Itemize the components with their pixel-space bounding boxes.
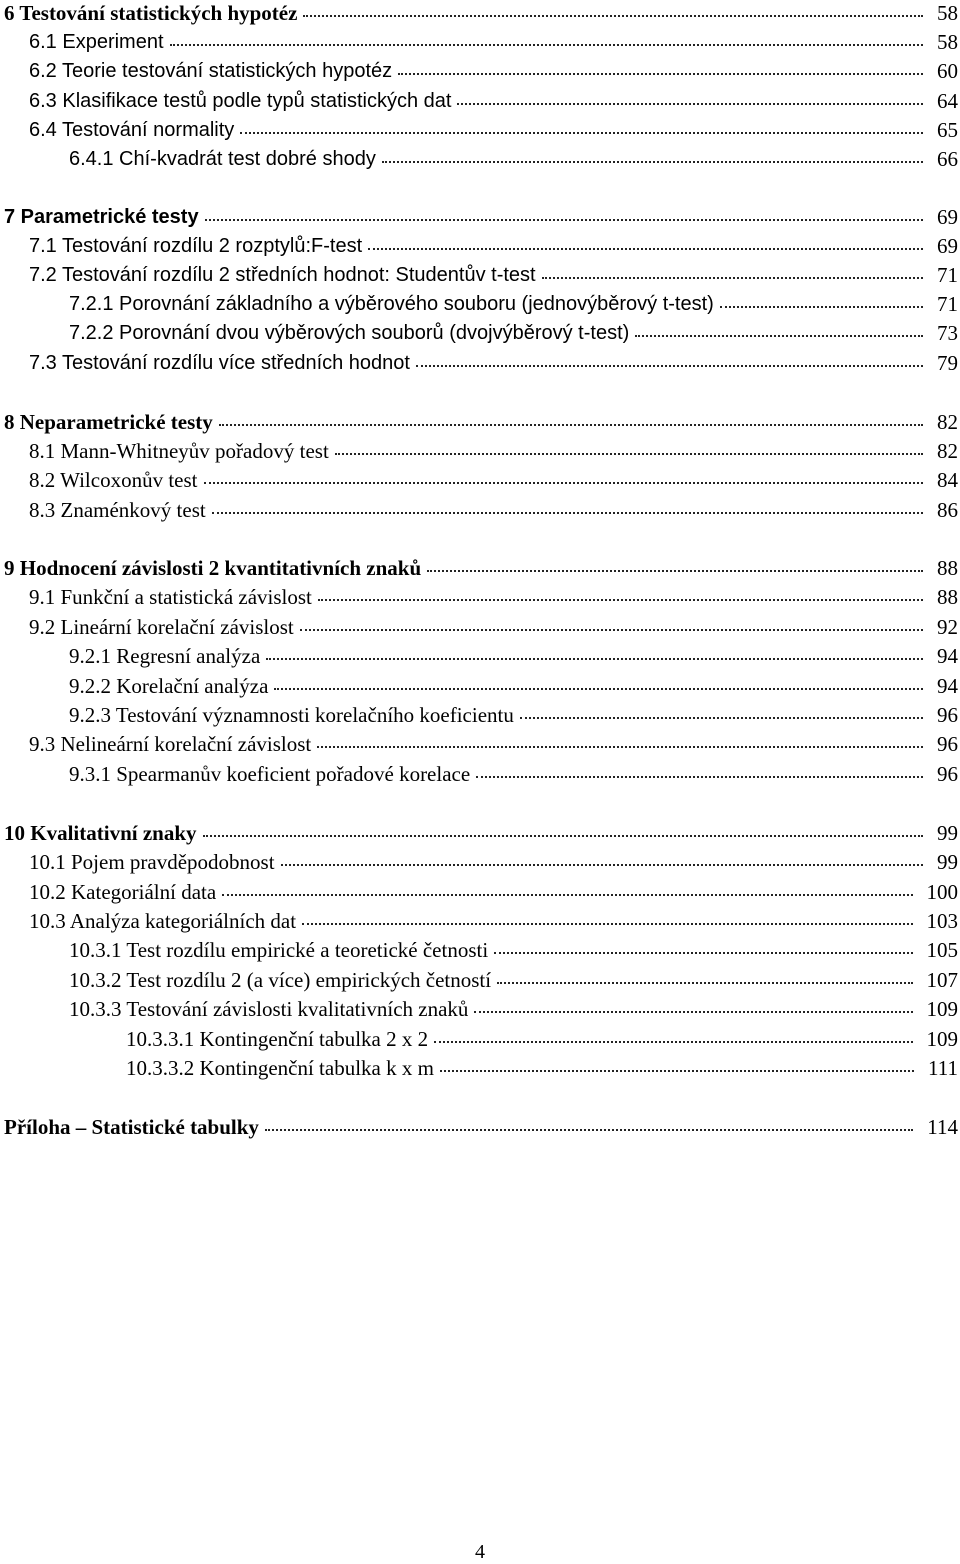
dot-leader (204, 482, 923, 484)
toc-entry (0, 879, 960, 908)
dot-leader (281, 864, 923, 866)
toc-entry (0, 584, 960, 613)
page-number: 4 (475, 1541, 485, 1563)
dot-leader (434, 1041, 913, 1043)
toc-entry-page: 84 (937, 468, 958, 492)
toc-entry (0, 908, 960, 937)
toc-entry-title: 9.2.3 Testování významnosti korelačního koeficientu (69, 703, 514, 727)
dot-leader (317, 746, 923, 748)
dot-leader (266, 658, 923, 660)
dot-leader (265, 1129, 913, 1131)
dot-leader (222, 894, 913, 896)
toc-entry-page: 58 (937, 30, 958, 54)
toc-entry-page: 82 (937, 439, 958, 463)
toc-entry (0, 350, 960, 379)
toc-entry (0, 291, 960, 320)
dot-leader (203, 835, 923, 837)
toc-entry-title: 7.3 Testování rozdílu více středních hodnot (29, 352, 410, 374)
toc-entry-title: 10.3.3 Testování závislosti kvalitativních znaků (69, 997, 469, 1021)
dot-leader (476, 776, 923, 778)
toc-entry-title: 6 Testování statistických hypotéz (4, 1, 298, 25)
dot-leader (300, 629, 923, 631)
dot-leader (542, 277, 923, 279)
toc-entry-title: 6.4.1 Chí-kvadrát test dobré shody (69, 148, 376, 170)
toc-entry-page: 58 (937, 1, 958, 25)
toc-entry (0, 409, 960, 438)
toc-entry-title: 8.1 Mann-Whitneyův pořadový test (29, 439, 329, 463)
toc-entry-page: 99 (937, 850, 958, 874)
dot-leader (457, 103, 923, 105)
toc-entry-title: 9.2 Lineární korelační závislost (29, 615, 294, 639)
dot-leader (303, 15, 923, 17)
toc-entry-title: 9 Hodnocení závislosti 2 kvantitativních znaků (4, 556, 422, 580)
toc-entry-title: 10.3.2 Test rozdílu 2 (a více) empirických četností (69, 968, 492, 992)
toc-entry-page: 96 (937, 762, 958, 786)
toc-entry (0, 320, 960, 349)
toc-entry (0, 146, 960, 175)
toc-entry-page: 86 (937, 498, 958, 522)
dot-leader (302, 923, 913, 925)
toc-entry-title: 8.3 Znaménkový test (29, 498, 206, 522)
toc-entry (0, 0, 960, 29)
dot-leader (219, 424, 923, 426)
dot-leader (427, 570, 923, 572)
dot-leader (520, 717, 923, 719)
toc-entry (0, 937, 960, 966)
toc-entry-page: 103 (926, 909, 958, 933)
toc-entry-page: 100 (926, 880, 958, 904)
toc-entry (0, 555, 960, 584)
toc-entry-page: 88 (937, 585, 958, 609)
toc-entry-title: 8 Neparametrické testy (4, 410, 213, 434)
toc-entry (0, 1114, 960, 1143)
dot-leader (382, 161, 923, 163)
toc-entry-page: 99 (937, 821, 958, 845)
toc-entry-page: 109 (926, 997, 958, 1021)
toc-entry-page: 105 (926, 938, 958, 962)
dot-leader (335, 453, 923, 455)
toc-entry (0, 820, 960, 849)
toc-entry-page: 96 (937, 732, 958, 756)
toc-entry (0, 497, 960, 526)
toc-entry-title: 10.3 Analýza kategoriálních dat (29, 909, 297, 933)
toc-entry-page: 69 (937, 234, 958, 258)
toc-entry-page: 82 (937, 410, 958, 434)
toc-entry (0, 731, 960, 760)
toc-entry-title: Příloha – Statistické tabulky (4, 1115, 259, 1139)
toc-entry-title: 10.1 Pojem pravděpodobnost (29, 850, 275, 874)
toc-entry (0, 29, 960, 58)
dot-leader (318, 599, 923, 601)
toc-entry-page: 109 (926, 1027, 958, 1051)
toc-entry (0, 467, 960, 496)
toc-entry-page: 73 (937, 321, 958, 345)
dot-leader (368, 248, 923, 250)
toc-entry-page: 65 (937, 118, 958, 142)
dot-leader (494, 952, 913, 954)
dot-leader (440, 1070, 914, 1072)
dot-leader (170, 44, 923, 46)
dot-leader (474, 1011, 913, 1013)
dot-leader (497, 982, 913, 984)
toc-entry-title: 10.2 Kategoriální data (29, 880, 217, 904)
toc-entry-title: 6.2 Teorie testování statistických hypotéz (29, 60, 393, 82)
dot-leader (240, 132, 923, 134)
toc-entry-page: 66 (937, 147, 958, 171)
toc-entry-title: 7.2.2 Porovnání dvou výběrových souborů (dvojvýběrový t-test) (69, 322, 630, 344)
toc-entry (0, 438, 960, 467)
toc-entry (0, 233, 960, 262)
toc-entry-page: 107 (926, 968, 958, 992)
toc-entry-page: 71 (937, 292, 958, 316)
dot-leader (720, 306, 923, 308)
toc-entry (0, 614, 960, 643)
toc-entry-title: 6.1 Experiment (29, 31, 164, 53)
toc-entry-page: 64 (937, 89, 958, 113)
toc-entry-title: 9.3 Nelineární korelační závislost (29, 732, 312, 756)
toc-entry (0, 702, 960, 731)
toc-entry (0, 1055, 960, 1084)
toc-entry-page: 114 (927, 1115, 958, 1139)
dot-leader (635, 335, 923, 337)
toc-entry (0, 58, 960, 87)
toc-entry-title: 10.3.3.1 Kontingenční tabulka 2 x 2 (126, 1027, 429, 1051)
toc-entry-title: 10.3.3.2 Kontingenční tabulka k x m (126, 1056, 434, 1080)
toc-entry-title: 10 Kvalitativní znaky (4, 821, 197, 845)
toc-entry-title: 7.2.1 Porovnání základního a výběrového souboru (jednovýběrový t-test) (69, 293, 714, 315)
toc-entry-page: 79 (937, 351, 958, 375)
toc-entry-title: 7.1 Testování rozdílu 2 rozptylů:F-test (29, 235, 363, 257)
dot-leader (212, 512, 923, 514)
toc-entry (0, 88, 960, 117)
toc-entry-title: 8.2 Wilcoxonův test (29, 468, 198, 492)
toc-entry-page: 71 (937, 263, 958, 287)
toc-entry-page: 111 (928, 1056, 958, 1080)
dot-leader (205, 219, 923, 221)
toc-entry-page: 96 (937, 703, 958, 727)
toc-entry-page: 92 (937, 615, 958, 639)
toc-entry-page: 60 (937, 59, 958, 83)
toc-entry-title: 9.2.1 Regresní analýza (69, 644, 261, 668)
toc-entry (0, 849, 960, 878)
toc-entry-page: 69 (937, 205, 958, 229)
toc-entry-title: 6.3 Klasifikace testů podle typů statistických dat (29, 90, 452, 112)
toc-entry (0, 1026, 960, 1055)
toc-entry (0, 967, 960, 996)
toc-entry (0, 761, 960, 790)
toc-entry-page: 94 (937, 644, 958, 668)
toc-entry (0, 262, 960, 291)
toc-entry-title: 9.2.2 Korelační analýza (69, 674, 269, 698)
dot-leader (274, 688, 923, 690)
toc-entry-title: 9.3.1 Spearmanův koeficient pořadové korelace (69, 762, 471, 786)
toc-entry-page: 88 (937, 556, 958, 580)
toc-entry (0, 117, 960, 146)
toc-entry-title: 6.4 Testování normality (29, 119, 235, 141)
toc-entry (0, 673, 960, 702)
toc-entry-title: 10.3.1 Test rozdílu empirické a teoretické četnosti (69, 938, 489, 962)
dot-leader (398, 73, 923, 75)
toc-entry (0, 643, 960, 672)
toc-entry-title: 7 Parametrické testy (4, 206, 199, 228)
toc-entry-page: 94 (937, 674, 958, 698)
toc-entry-title: 7.2 Testování rozdílu 2 středních hodnot: Studentův t-test (29, 264, 536, 286)
toc-entry (0, 996, 960, 1025)
toc-entry-title: 9.1 Funkční a statistická závislost (29, 585, 312, 609)
toc-entry (0, 204, 960, 233)
dot-leader (416, 365, 923, 367)
